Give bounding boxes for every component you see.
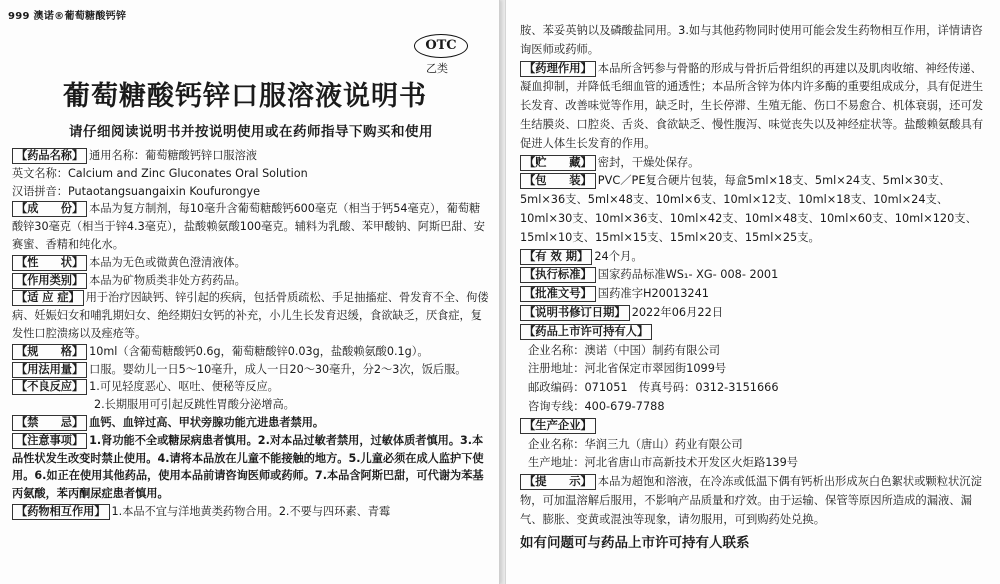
section-label: 【适 应 症】: [12, 290, 84, 306]
section-label: 【性 状】: [12, 255, 87, 271]
section-adverse: 【不良反应】 1.可见轻度恶心、呕吐、便秘等反应。 2.长期服用可引起反跳性胃酸分泌增高。: [12, 378, 491, 414]
section-dosage: 【用法用量】 口服。婴幼儿一日5～10毫升，成人一日20～30毫升，分2～3次，饭后服。: [12, 361, 491, 379]
section-revision-date: 【说明书修订日期】 2022年06月22日: [520, 304, 990, 323]
producer-line: 企业名称：华润三九（唐山）药业有限公司: [528, 437, 743, 451]
section-label: 【禁 忌】: [12, 415, 87, 431]
section-label: 【药品名称】: [12, 148, 87, 164]
section-interactions: 【药物相互作用】 1.本品不宜与洋地黄类药物合用。2.不要与四环素、青霉: [12, 503, 491, 521]
mah-line: 企业名称：澳诺（中国）制药有限公司: [528, 343, 721, 357]
document-title: 葡萄糖酸钙锌口服溶液说明书: [63, 81, 427, 112]
section-package: 【包 装】 PVC／PE复合硬片包装，每盒5ml×18支、5ml×24支、5ml×30支、5ml×36支、5ml×48支、10ml×6支、10ml×12支、10ml×18支、10ml×24支、10ml×30支、10ml×36支、10ml×42支、10ml×48支、10ml×60支、10ml×120支、15ml×10支、15ml×15支、15ml×20支、15ml×25支。: [520, 174, 977, 244]
contact-footer: 如有问题可与药品上市许可持有人联系: [520, 534, 750, 551]
section-indications: 【适 应 症】 用于治疗因缺钙、锌引起的疾病，包括骨质疏松、手足抽搐症、骨发育不全、佝偻病、妊娠妇女和哺乳期妇女、绝经期妇女钙的补充，小儿生长发育迟缓，食欲缺乏，厌食症，复发性口腔溃疡以及痤疮等。: [12, 291, 489, 340]
section-label: 【提 示】: [520, 474, 596, 490]
section-standard: 【执行标准】 国家药品标准WS₁- XG- 008- 2001: [520, 266, 990, 285]
section-label: 【批准文号】: [520, 286, 596, 302]
section-character: 【性 状】 本品为无色或微黄色澄清液体。: [12, 254, 491, 272]
otc-category: 乙类: [426, 62, 448, 75]
producer-line: 生产地址：河北省唐山市高新技术开发区火炬路139号: [528, 456, 799, 470]
section-label: 【规 格】: [12, 344, 87, 360]
english-name: 英文名称：Calcium and Zinc Gluconates Oral Solution: [12, 166, 308, 180]
interactions-continued: 胺、苯妥英钠以及磷酸盐同用。3.如与其他药物同时使用可能会发生药物相互作用，详情请咨询医师或药师。: [520, 24, 983, 56]
section-label: 【作用类别】: [12, 273, 87, 289]
mah-line: 注册地址：河北省保定市翠园街1099号: [528, 362, 727, 376]
section-producer: [520, 417, 990, 473]
section-spec: 【规 格】 10ml（含葡萄糖酸钙0.6g，葡萄糖酸锌0.03g，盐酸赖氨酸0.1g）。: [12, 343, 491, 361]
mah-line: 咨询专线：400-679-7788: [528, 399, 665, 413]
pinyin-name: 汉语拼音：Putaotangsuangaixin Koufurongye: [12, 184, 261, 198]
section-label: 【贮 藏】: [520, 155, 596, 171]
leaflet-right-page: [505, 0, 1000, 584]
usage-warning: 请仔细阅读说明书并按说明使用或在药师指导下购买和使用: [69, 124, 433, 140]
section-label: 【执行标准】: [520, 267, 596, 283]
section-pharmacology: 【药理作用】 本品所含钙参与骨骼的形成与骨折后骨组织的再建以及肌肉收缩、神经传递、凝血抑制，并降低毛细血管的通透性；本品所含锌为体内许多酶的重要组成成分，具有促进生长发育、改善味觉等作用，缺乏时，生长停滞、生殖无能、伤口不易愈合、机体衰弱，还可发生结膜炎、口腔炎、舌炎、食欲缺乏、慢性腹泻、味觉丧失以及神经症状等。盐酸赖氨酸具有促进人体生长发育的作用。: [520, 61, 984, 150]
section-label: 【说明书修订日期】: [520, 305, 630, 321]
section-storage: 【贮 藏】 密封，干燥处保存。: [520, 154, 990, 173]
section-contraindications: 【禁 忌】 血钙、血锌过高、甲状旁腺功能亢进患者禁用。: [12, 414, 491, 432]
section-label: 【包 装】: [520, 173, 596, 189]
section-label: 【成 份】: [12, 201, 87, 217]
section-tips: 【提 示】 本品为超饱和溶液，在冷冻或低温下偶有钙析出形成灰白色絮状或颗粒状沉淀物，可加温溶解后服用，不影响产品质量和疗效。由于运输、保管等原因所造成的漏液、漏气、膨胀、变黄或混浊等现象，请勿服用，可到购药处兑换。: [520, 475, 982, 526]
section-drug-name: 【药品名称】 通用名称：葡萄糖酸钙锌口服溶液 英文名称：Calcium and Zinc Gluconates Oral Solution 汉语拼音：Putaotangsuangaixin Koufurongye: [12, 147, 491, 200]
section-label: 【药物相互作用】: [12, 504, 110, 520]
section-label: 【药品上市许可持有人】: [520, 324, 652, 340]
section-validity: 【有 效 期】 24个月。: [520, 248, 990, 267]
section-precautions: 【注意事项】 1.肾功能不全或糖尿病患者慎用。2.对本品过敏者禁用，过敏体质者慎用。3.本品性状发生改变时禁止使用。4.请将本品放在儿童不能接触的地方。5.儿童必须在成人监护下使用。6.如正在使用其他药品，使用本品前请咨询医师或药师。7.本品含阿斯巴甜，可代谢为苯基丙氨酸，苯丙酮尿症患者慎用。: [12, 433, 484, 501]
section-approval: 【批准文号】 国药准字H20013241: [520, 285, 990, 304]
brand-logo: 999 澳诺®葡萄糖酸钙锌: [8, 11, 127, 22]
adverse-item: 2.长期服用可引起反跳性胃酸分泌增高。: [94, 398, 295, 412]
section-label: 【药理作用】: [520, 61, 596, 77]
otc-badge: OTC: [414, 34, 468, 58]
section-label: 【注意事项】: [12, 433, 87, 449]
section-mah: [520, 323, 990, 417]
section-label: 【生产企业】: [520, 418, 596, 434]
right-body: [520, 22, 990, 552]
mah-line: 邮政编码：071051 传真号码：0312-3151666: [528, 381, 779, 395]
section-label: 【用法用量】: [12, 362, 87, 378]
section-label: 【不良反应】: [12, 379, 87, 395]
section-ingredients: 【成 份】 本品为复方制剂，每10毫升含葡萄糖酸钙600毫克（相当于钙54毫克），葡萄糖酸锌30毫克（相当于锌4.3毫克），盐酸赖氨酸100毫克。辅料为乳酸、苯甲酸钠、阿斯巴甜、安赛蜜、香精和纯化水。: [12, 202, 485, 251]
left-body: [12, 147, 491, 521]
section-label: 【有 效 期】: [520, 249, 592, 265]
section-category: 【作用类别】 本品为矿物质类非处方药药品。: [12, 272, 491, 290]
